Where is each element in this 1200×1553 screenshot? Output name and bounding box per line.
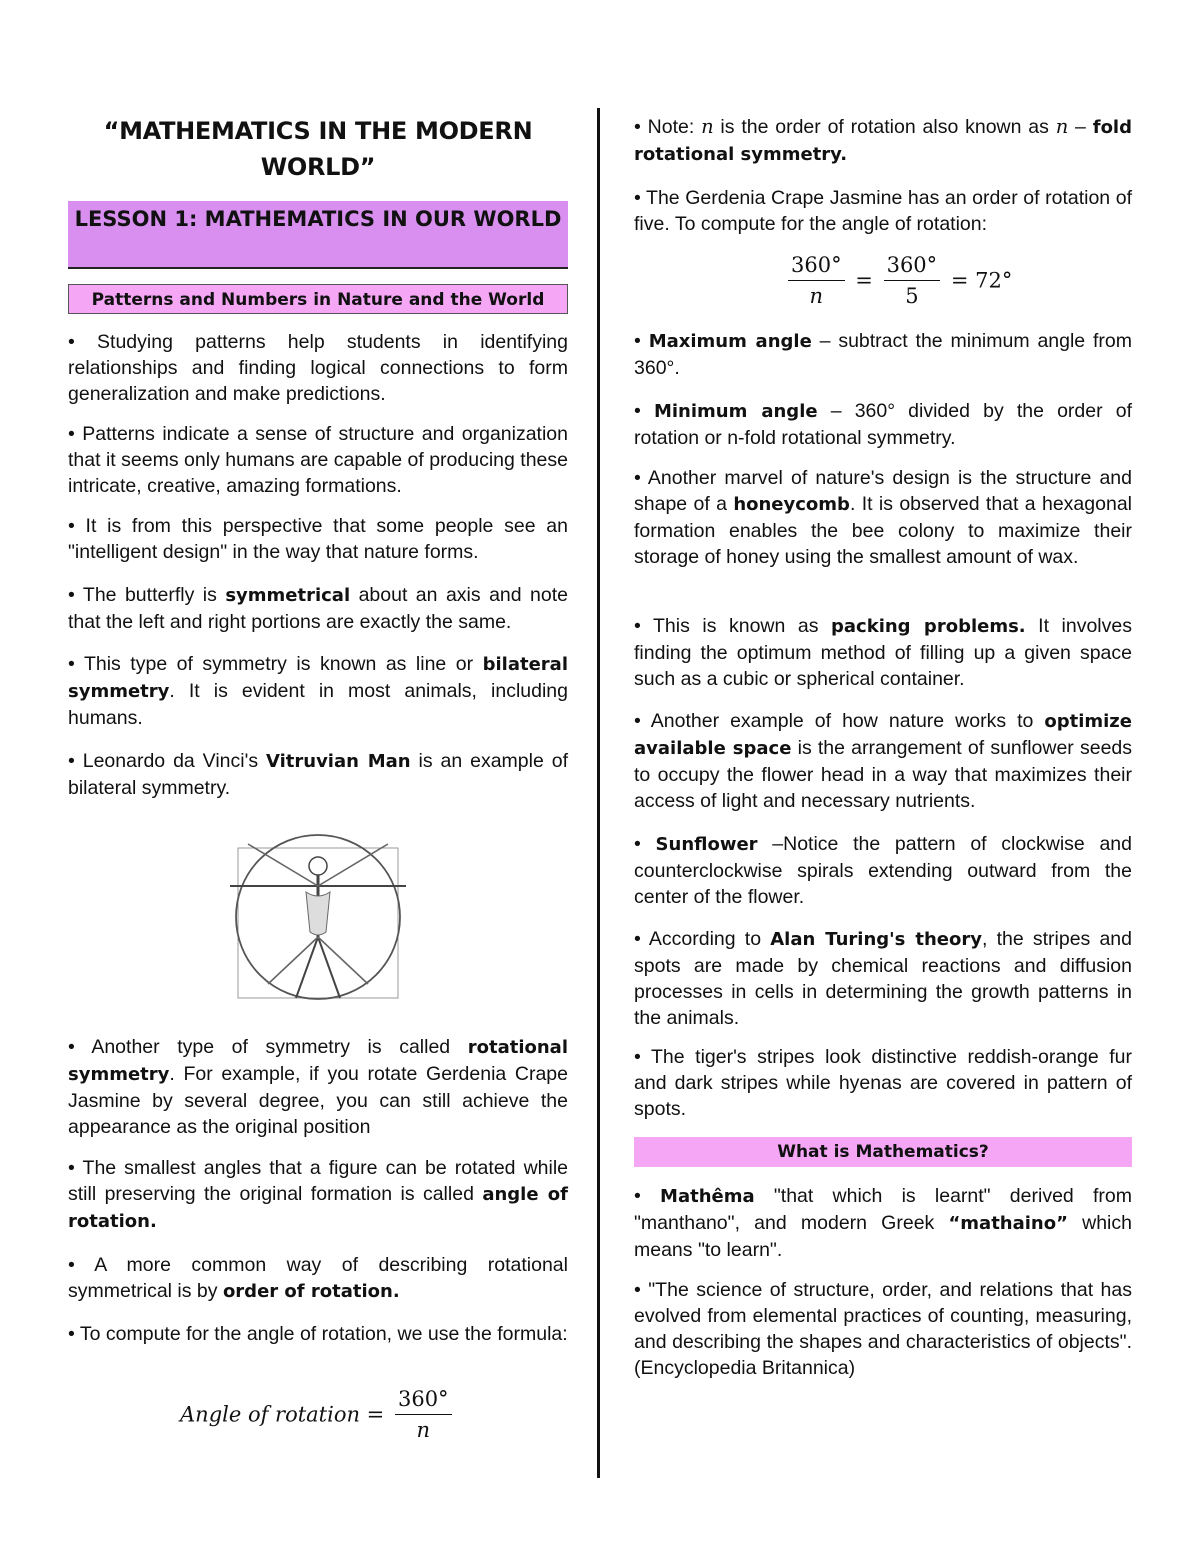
lesson-title: LESSON 1: MATHEMATICS IN OUR WORLD (68, 201, 568, 269)
section-heading-what-is-mathematics: What is Mathematics? (634, 1137, 1132, 1167)
paragraph-sunflower: • Sunflower –Notice the pattern of clockwise and counterclockwise spirals extending outward from the center of the flower. (634, 833, 1132, 908)
paragraph-formula-intro: • To compute for the angle of rotation, we use the formula: (68, 1323, 568, 1345)
paragraph-gardenia: • The Gerdenia Crape Jasmine has an order of rotation of five. To compute for the angle of rotation: (634, 187, 1132, 235)
paragraph-butterfly: • The butterfly is symmetrical about an axis and note that the left and right portions are exactly the same. (68, 584, 568, 633)
paragraph-tiger-stripes: • The tiger's stripes look distinctive reddish-orange fur and dark stripes while hyenas are covered in pattern of spots. (634, 1046, 1132, 1120)
paragraph-minimum-angle: • Minimum angle – 360° divided by the order of rotation or n-fold rotational symmetry. (634, 400, 1132, 449)
section-heading-patterns: Patterns and Numbers in Nature and the World (68, 284, 568, 314)
paragraph-vitruvian: • Leonardo da Vinci's Vitruvian Man is an example of bilateral symmetry. (68, 750, 568, 799)
paragraph-rotational: • Another type of symmetry is called rotational symmetry. For example, if you rotate Gerdenia Crape Jasmine by several degree, you can still achieve the appearance as the original position (68, 1036, 568, 1138)
paragraph-britannica-definition: • "The science of structure, order, and relations that has evolved from elemental practices of counting, measuring, and describing the shapes and characteristics of objects". (Encyclopedia Britannica) (634, 1279, 1132, 1379)
paragraph-intelligent-design: • It is from this perspective that some people see an "intelligent design" in the way that nature forms. (68, 515, 568, 563)
paragraph-maximum-angle: • Maximum angle – subtract the minimum angle from 360°. (634, 330, 1133, 379)
document-title: “MATHEMATICS IN THE MODERN WORLD” (103, 117, 533, 181)
vitruvian-man-icon (226, 822, 416, 1002)
paragraph-order-of-rotation: • A more common way of describing rotational symmetrical is by order of rotation. (68, 1254, 568, 1302)
formula-angle-of-rotation: Angle of rotation = $\frac{360^\circ}{n}$ (180, 1386, 456, 1443)
formula-gardenia-example: $\frac{360^\circ}{n}$ = $\frac{360^\circ}{5}$ = 72° (784, 252, 1012, 309)
paragraph-honeycomb: • Another marvel of nature's design is the structure and shape of a honeycomb. It is observed that a hexagonal formation enables the bee colony to maximize their storage of honey using the smallest amount of wax. (634, 467, 1132, 568)
paragraph-optimize-space: • Another example of how nature works to optimize available space is the arrangement of sunflower seeds to occupy the flower head in a way that maximizes their access of light and necessary nutrients. (634, 710, 1133, 812)
paragraph-patterns-structure: • Patterns indicate a sense of structure and organization that it seems only humans are capable of producing these intricate, creative, amazing formations. (68, 423, 568, 497)
column-divider (597, 108, 600, 1478)
paragraph-alan-turing: • According to Alan Turing's theory, the stripes and spots are made by chemical reactions and diffusion processes in cells in determining the growth patterns in the animals. (634, 928, 1132, 1029)
paragraph-angle-of-rotation: • The smallest angles that a figure can be rotated while still preserving the original formation is called angle of rotation. (68, 1157, 568, 1232)
paragraph-patterns-study: • Studying patterns help students in identifying relationships and finding logical connections to form generalization and make predictions. (68, 331, 568, 405)
paragraph-mathema: • Mathêma "that which is learnt" derived from "manthano", and modern Greek “mathaino” which means "to learn". (634, 1185, 1132, 1261)
paragraph-note-n-fold: • Note: n is the order of rotation also known as n – fold rotational symmetry. (634, 115, 1132, 165)
paragraph-bilateral: • This type of symmetry is known as line or bilateral symmetry. It is evident in most animals, including humans. (68, 653, 568, 729)
paragraph-packing-problems: • This is known as packing problems. It involves finding the optimum method of filling up a given space such as a cubic or spherical container. (634, 615, 1132, 690)
